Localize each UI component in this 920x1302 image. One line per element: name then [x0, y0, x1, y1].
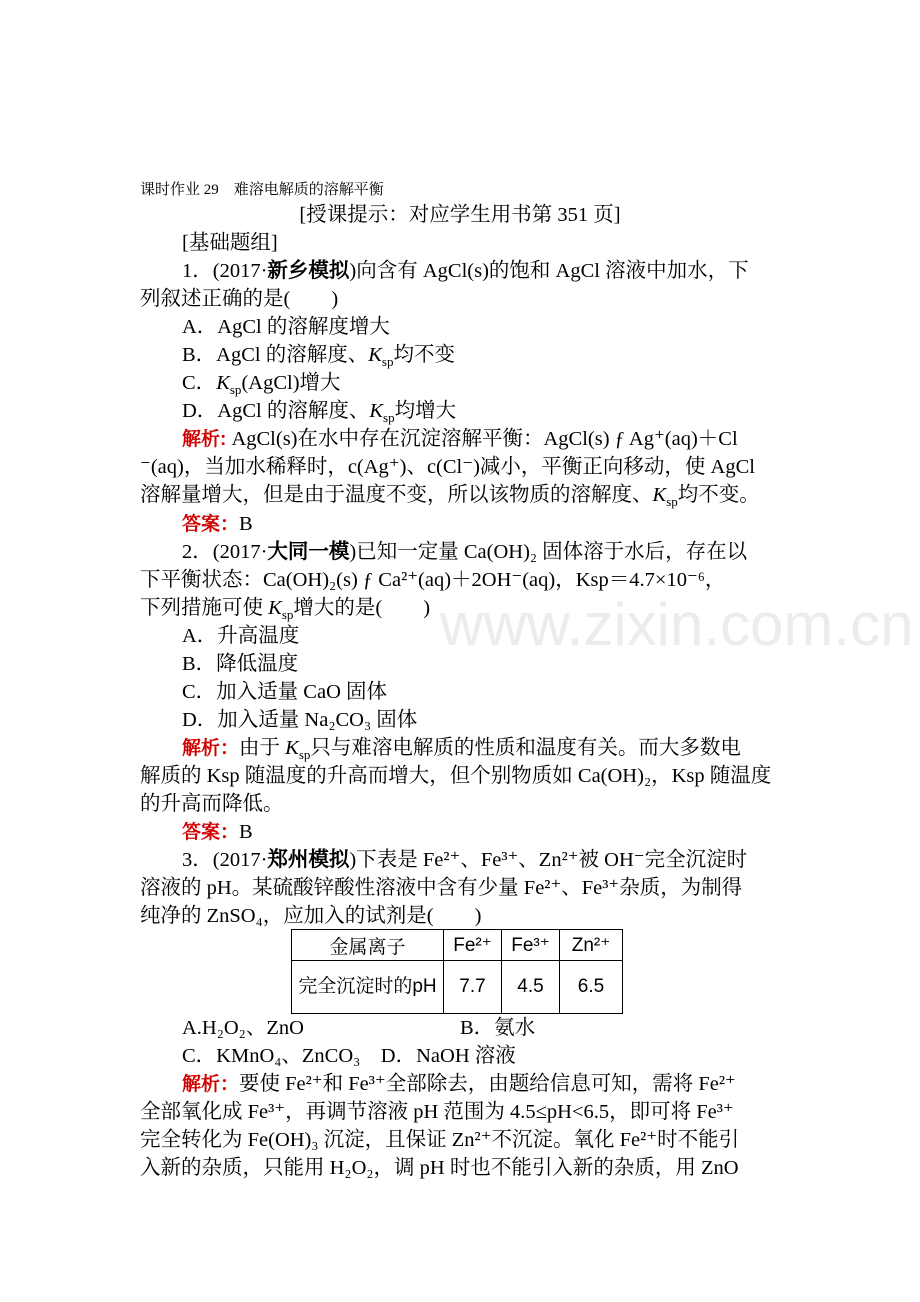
q3-stem-line1: 3．(2017·郑州模拟)下表是 Fe²⁺、Fe³⁺、Zn²⁺被 OH⁻完全沉淀时: [182, 848, 748, 871]
q3-analysis-line2: 全部氧化成 Fe³⁺，再调节溶液 pH 范围为 4.5≤pH<6.5，即可将 Fe³⁺: [140, 1101, 734, 1123]
assignment-title: 课时作业 29 难溶电解质的溶解平衡: [140, 182, 384, 198]
q2-analysis-label: 解析：: [182, 738, 240, 759]
q2-analysis-line2: 解质的 Ksp 随温度的升高而增大，但个别物质如 Ca(OH)₂，Ksp 随温度: [140, 765, 772, 787]
q1-option-a: A．AgCl 的溶解度增大: [182, 316, 390, 338]
q2-answer-label: 答案：: [182, 822, 240, 843]
q3-stem-line2: 溶液的 pH。某硫酸锌酸性溶液中含有少量 Fe²⁺、Fe³⁺杂质，为制得: [140, 877, 743, 899]
q1-option-b: B．AgCl 的溶解度、$K_{sp}$均不变: [182, 344, 455, 370]
q2-stem-line1: 2．(2017·大同一模)已知一定量 Ca(OH)₂ 固体溶于水后，存在以: [182, 540, 748, 563]
ph-table-row-label: 完全沉淀时的pH: [292, 961, 444, 1014]
ph-table-header-row: [292, 930, 623, 961]
hint-line: [授课提示：对应学生用书第 351 页]: [299, 204, 621, 226]
ph-table-cell: 4.5: [502, 961, 560, 1014]
q3-analysis-label: 解析：: [182, 1074, 240, 1095]
q1-answer-label: 答案：: [182, 514, 240, 535]
q2-option-c: C．加入适量 CaO 固体: [182, 681, 387, 703]
q2-source: 大同一模: [267, 540, 350, 563]
section-heading: [基础题组]: [182, 232, 278, 254]
q1-option-c: C．$K_{sp}(AgCl)$增大: [182, 372, 341, 398]
ph-table-header-cell: Zn²⁺: [560, 930, 623, 961]
q3-source: 郑州模拟: [267, 848, 350, 871]
q2-analysis-line3: 的升高而降低。: [140, 793, 284, 815]
q3-analysis-line4: 入新的杂质，只能用 H₂O₂，调 pH 时也不能引入新的杂质，用 ZnO: [140, 1157, 739, 1179]
q3-option-a: A.H₂O₂、ZnO: [182, 1017, 304, 1039]
q2-analysis-line1: 解析：由于 $K_{sp}$只与难溶电解质的性质和温度有关。而大多数电: [182, 737, 741, 763]
q2-answer: 答案：B: [182, 821, 253, 843]
q1-stem-line1: 1．(2017·新乡模拟)向含有 AgCl(s)的饱和 AgCl 溶液中加水，下: [182, 259, 749, 282]
ph-table-cell: 6.5: [560, 961, 623, 1014]
q2-option-b: B．降低温度: [182, 653, 299, 675]
q2-option-a: A．升高温度: [182, 625, 300, 647]
watermark: www.zixin.com.cn: [440, 591, 914, 658]
ph-table-header-cell: Fe³⁺: [502, 930, 560, 961]
q3-stem-line3: 纯净的 ZnSO₄，应加入的试剂是( ): [140, 905, 482, 927]
q2-option-d: D．加入适量 Na₂CO₃ 固体: [182, 709, 418, 731]
q1-analysis-line1: 解析: AgCl(s)在水中存在沉淀溶解平衡：AgCl(s) ƒ Ag⁺(aq)＋Cl: [182, 428, 738, 450]
q1-analysis-label: 解析:: [182, 429, 227, 450]
q3-analysis-line3: 完全转化为 Fe(OH)₃ 沉淀，且保证 Zn²⁺不沉淀。氧化 Fe²⁺时不能引: [140, 1129, 740, 1151]
ph-table-header-cell: Fe²⁺: [444, 930, 502, 961]
q1-analysis-line3: 溶解量增大，但是由于温度不变，所以该物质的溶解度、$K_{sp}$均不变。: [140, 484, 760, 510]
q3-option-cd: C．KMnO₄、ZnCO₃ D．NaOH 溶液: [182, 1045, 516, 1067]
q3-analysis-line1: 解析：要使 Fe²⁺和 Fe³⁺全部除去，由题给信息可知，需将 Fe²⁺: [182, 1073, 736, 1095]
ph-table-data-row: [292, 961, 623, 1014]
q1-option-d: D．AgCl 的溶解度、$K_{sp}$均增大: [182, 400, 457, 426]
q1-source: 新乡模拟: [267, 259, 350, 282]
ph-table-header-cell: 金属离子: [292, 930, 444, 961]
q2-stem-line2: 下平衡状态：Ca(OH)₂(s) ƒ Ca²⁺(aq)＋2OH⁻(aq)，Ksp＝4.7×10⁻⁶，: [140, 569, 726, 591]
q2-stem-line3: 下列措施可使 $K_{sp}$增大的是( ): [140, 597, 431, 623]
q1-stem-line2: 列叙述正确的是( ): [140, 288, 339, 310]
q3-option-b: B．氨水: [460, 1017, 536, 1039]
q1-analysis-line2: ⁻(aq)，当加水稀释时，c(Ag⁺)、c(Cl⁻)减小，平衡正向移动，使 AgCl: [140, 456, 755, 478]
ph-table-cell: 7.7: [444, 961, 502, 1014]
ph-table: [291, 929, 623, 1014]
q1-answer: 答案：B: [182, 513, 253, 535]
